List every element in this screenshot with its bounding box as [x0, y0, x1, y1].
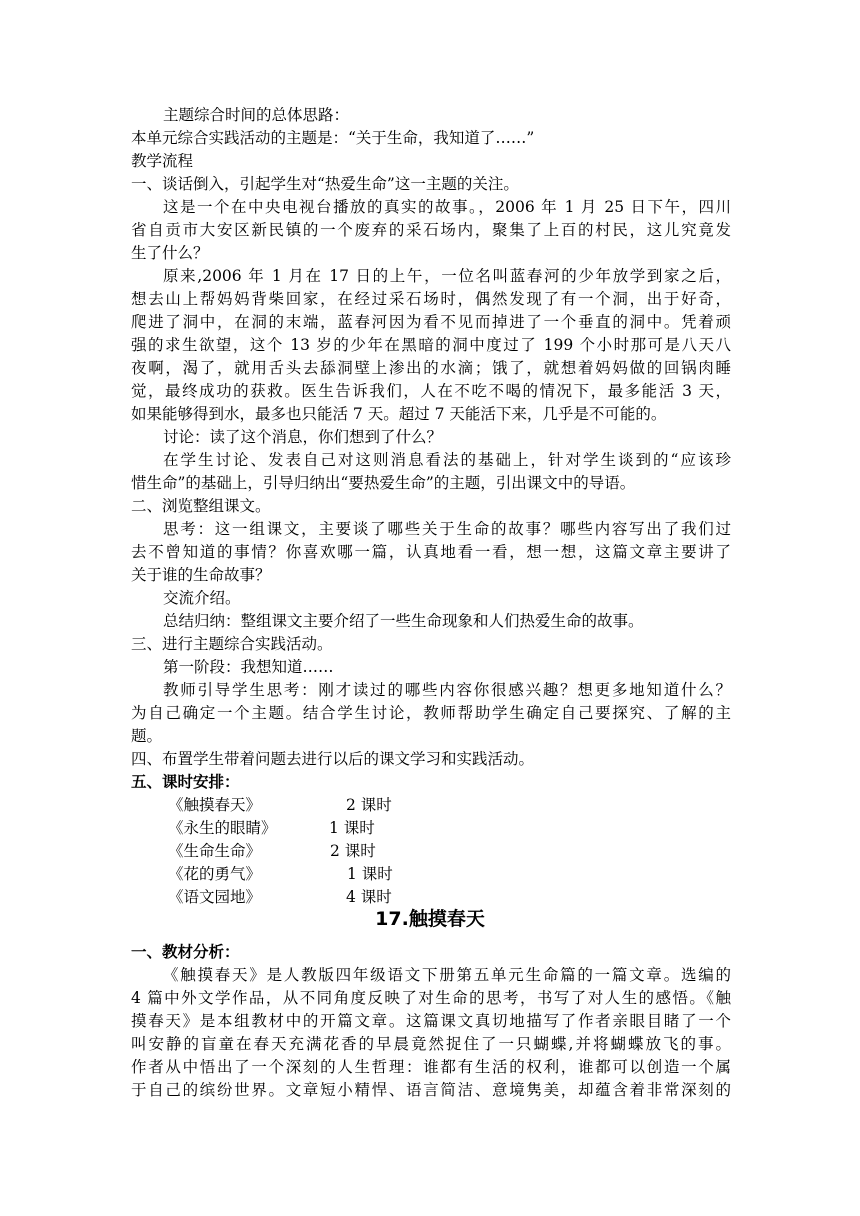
schedule-lesson: 《花的勇气》	[168, 865, 262, 883]
schedule-hours: 4 课时	[346, 888, 392, 906]
schedule-hours: 1 课时	[347, 865, 393, 883]
text-line: 4 篇中外文学作品，从不同角度反映了对生命的思考，书写了对人生的感悟。《触	[131, 989, 731, 1007]
text-line: 爬进了洞中，在洞的末端，蓝春河因为看不见而掉进了一个垂直的洞中。凭着顽	[131, 313, 731, 331]
section-heading: 四、布置学生带着问题去进行以后的课文学习和实践活动。	[131, 750, 535, 768]
section-heading: 一、教材分析：	[131, 943, 240, 961]
text-line: 在学生讨论、发表自己对这则消息看法的基础上，针对学生谈到的“应该珍	[163, 451, 731, 469]
schedule-hours: 1 课时	[329, 819, 375, 837]
text-line: 主题综合时间的总体思路：	[163, 106, 350, 124]
text-line: 想去山上帮妈妈背柴回家，在经过采石场时，偶然发现了有一个洞，出于好奇，	[131, 290, 731, 308]
text-line: 教学流程	[131, 152, 194, 170]
text-line: 讨论：读了这个消息，你们想到了什么？	[163, 428, 443, 446]
text-line: 本单元综合实践活动的主题是：“关于生命，我知道了……”	[131, 129, 535, 147]
text-line: 为自己确定一个主题。结合学生讨论，教师帮助学生确定自己要探究、了解的主	[131, 704, 731, 722]
schedule-lesson: 《生命生命》	[168, 842, 262, 860]
text-line: 生了什么？	[131, 244, 209, 262]
text-line: 交流介绍。	[163, 589, 241, 607]
text-line: 省自贡市大安区新民镇的一个废弃的采石场内，聚集了上百的村民，这儿究竟发	[131, 221, 731, 239]
section-heading: 一、谈话倒入，引起学生对“热爱生命”这一主题的关注。	[131, 175, 519, 193]
text-line: 如果能够得到水，最多也只能活 7 天。超过 7 天能活下来，几乎是不可能的。	[131, 405, 667, 423]
lesson-title: 17.触摸春天	[375, 908, 485, 930]
text-line: 原来,2006 年 1 月在 17 日的上午，一位名叫蓝春河的少年放学到家之后，	[163, 267, 731, 285]
text-line: 夜啊，渴了，就用舌头去舔洞壁上渗出的水滴；饿了，就想着妈妈做的回锅肉睡	[131, 359, 731, 377]
text-line: 总结归纳：整组课文主要介绍了一些生命现象和人们热爱生命的故事。	[163, 612, 644, 630]
text-line: 作者从中悟出了一个深刻的人生哲理：谁都有生活的权利，谁都可以创造一个属	[131, 1058, 731, 1076]
text-line: 于自己的缤纷世界。文章短小精悍、语言简洁、意境隽美，却蕴含着非常深刻的	[131, 1081, 731, 1099]
text-line: 《触摸春天》是人教版四年级语文下册第五单元生命篇的一篇文章。选编的	[163, 966, 731, 984]
text-line: 强的求生欲望，这个 13 岁的少年在黑暗的洞中度过了 199 个小时那可是八天八	[131, 336, 731, 354]
text-line: 思考：这一组课文，主要谈了哪些关于生命的故事？哪些内容写出了我们过	[163, 520, 731, 538]
text-line: 这是一个在中央电视台播放的真实的故事。，2006 年 1 月 25 日下午，四川	[163, 198, 731, 216]
text-line: 惜生命”的基础上，引导归纳出“要热爱生命”的主题，引出课文中的导语。	[131, 474, 636, 492]
text-line: 摸春天》是本组教材中的开篇文章。这篇课文真切地描写了作者亲眼目睹了一个	[131, 1012, 731, 1030]
section-heading: 二、浏览整组课文。	[131, 497, 271, 515]
text-line: 觉，最终成功的获救。医生告诉我们，人在不吃不喝的情况下，最多能活 3 天，	[131, 382, 731, 400]
schedule-lesson: 《永生的眼睛》	[168, 819, 277, 837]
schedule-hours: 2 课时	[346, 796, 392, 814]
section-heading: 五、课时安排：	[131, 773, 240, 791]
text-line: 教师引导学生思考：刚才读过的哪些内容你很感兴趣？想更多地知道什么？	[163, 681, 731, 699]
text-line: 题。	[131, 727, 163, 745]
schedule-hours: 2 课时	[330, 842, 376, 860]
text-line: 去不曾知道的事情？你喜欢哪一篇，认真地看一看，想一想，这篇文章主要讲了	[131, 543, 731, 561]
text-line: 关于谁的生命故事？	[131, 566, 271, 584]
text-line: 第一阶段：我想知道……	[163, 658, 334, 676]
section-heading: 三、进行主题综合实践活动。	[131, 635, 333, 653]
schedule-lesson: 《语文园地》	[168, 888, 262, 906]
schedule-lesson: 《触摸春天》	[168, 796, 262, 814]
text-line: 叫安静的盲童在春天充满花香的早晨竟然捉住了一只蝴蝶,并将蝴蝶放飞的事。	[131, 1035, 731, 1053]
